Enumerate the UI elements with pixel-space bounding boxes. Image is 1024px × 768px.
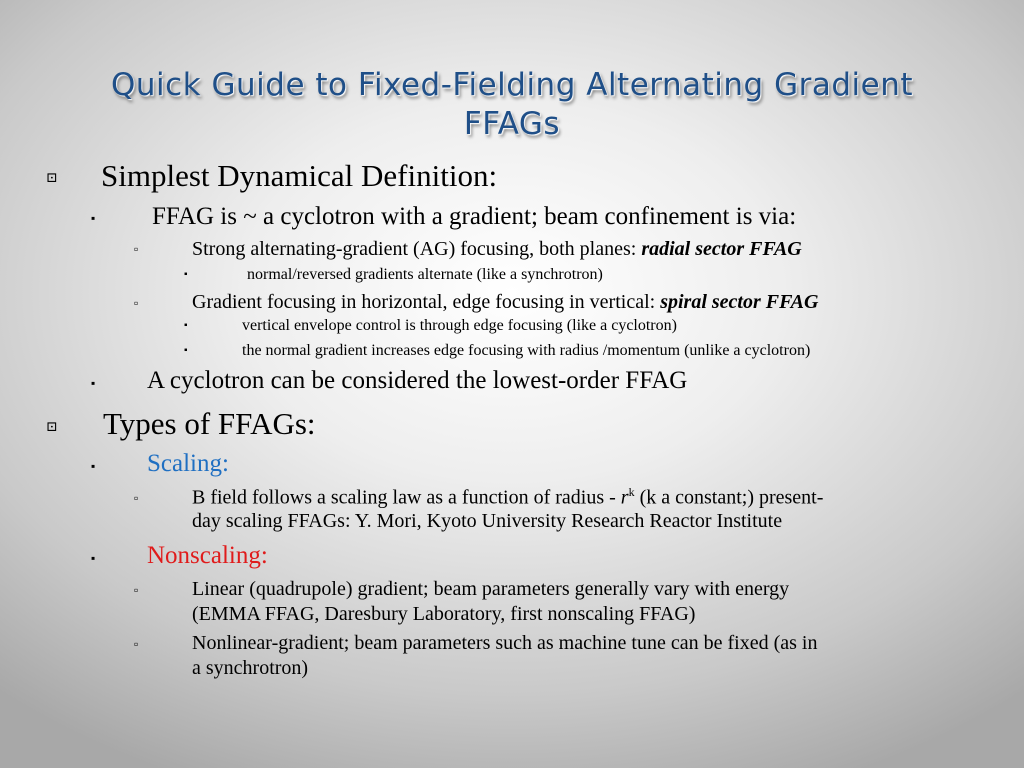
bullet-l3-icon: ▫ bbox=[134, 491, 139, 505]
bullet-bfield-cont: day scaling FFAGs: Y. Mori, Kyoto University Research Reactor Institute bbox=[192, 510, 783, 532]
slide-title bbox=[40, 66, 984, 144]
title-line-2: FFAGs bbox=[463, 106, 561, 142]
bullet-l4-icon: ▪ bbox=[184, 345, 188, 356]
bullet-l1-icon: ⊡ bbox=[46, 420, 58, 435]
bullet-simplest: Simplest Dynamical Definition: bbox=[101, 158, 498, 193]
title-line-1: Quick Guide to Fixed-Fielding Alternating Gradient bbox=[111, 67, 913, 103]
bullet-ffag-is: FFAG is ~ a cyclotron with a gradient; beam confinement is via: bbox=[152, 203, 797, 230]
bfield-text-b: (k a constant;) present- bbox=[634, 486, 824, 509]
bullet-normal-gradient: the normal gradient increases edge focusing with radius /momentum (unlike a cyclotron) bbox=[242, 342, 811, 359]
strong-ag-emphasis: radial sector FFAG bbox=[641, 238, 802, 260]
bullet-l3-icon: ▫ bbox=[134, 242, 139, 256]
bullet-l4-icon: ▪ bbox=[184, 320, 188, 331]
bullet-l1-icon: ⊡ bbox=[46, 171, 58, 186]
bfield-k: k bbox=[628, 485, 635, 499]
bullet-l2-icon: ▪ bbox=[91, 211, 96, 225]
bullet-nonlinear: Nonlinear-gradient; beam parameters such as machine tune can be fixed (as in bbox=[192, 632, 818, 654]
bullet-vertical-envelope: vertical envelope control is through edge focusing (like a cyclotron) bbox=[242, 317, 677, 334]
gradient-focusing-text: Gradient focusing in horizontal, edge focusing in vertical: bbox=[192, 291, 661, 313]
bullet-l2-icon: ▪ bbox=[91, 376, 96, 390]
bullet-l2-icon: ▪ bbox=[91, 551, 96, 565]
bullet-types: Types of FFAGs: bbox=[103, 406, 316, 441]
bullet-strong-ag bbox=[192, 238, 802, 261]
bullet-gradient-focusing bbox=[192, 291, 818, 314]
bullet-bfield bbox=[192, 485, 823, 510]
bullet-l4-icon: ▪ bbox=[184, 269, 188, 280]
bullet-linear: Linear (quadrupole) gradient; beam parameters generally vary with energy bbox=[192, 578, 790, 600]
strong-ag-text: Strong alternating-gradient (AG) focusing, both planes: bbox=[192, 238, 642, 260]
bullet-normal-reversed: normal/reversed gradients alternate (like a synchrotron) bbox=[247, 266, 603, 283]
bullet-linear-cont: (EMMA FFAG, Daresbury Laboratory, first nonscaling FFAG) bbox=[192, 603, 696, 625]
bfield-r: r bbox=[620, 486, 629, 509]
bullet-l3-icon: ▫ bbox=[134, 296, 139, 310]
bfield-text-a: B field follows a scaling law as a function of radius - bbox=[192, 486, 621, 509]
bullet-l3-icon: ▫ bbox=[134, 637, 139, 651]
bullet-scaling: Scaling: bbox=[147, 450, 229, 477]
bullet-nonscaling: Nonscaling: bbox=[147, 542, 268, 569]
gradient-focusing-emphasis: spiral sector FFAG bbox=[660, 291, 819, 313]
bullet-cyclotron-lowest: A cyclotron can be considered the lowest-order FFAG bbox=[147, 367, 688, 394]
bullet-nonlinear-cont: a synchrotron) bbox=[192, 657, 309, 679]
bullet-l2-icon: ▪ bbox=[91, 459, 96, 473]
bullet-l3-icon: ▫ bbox=[134, 583, 139, 597]
